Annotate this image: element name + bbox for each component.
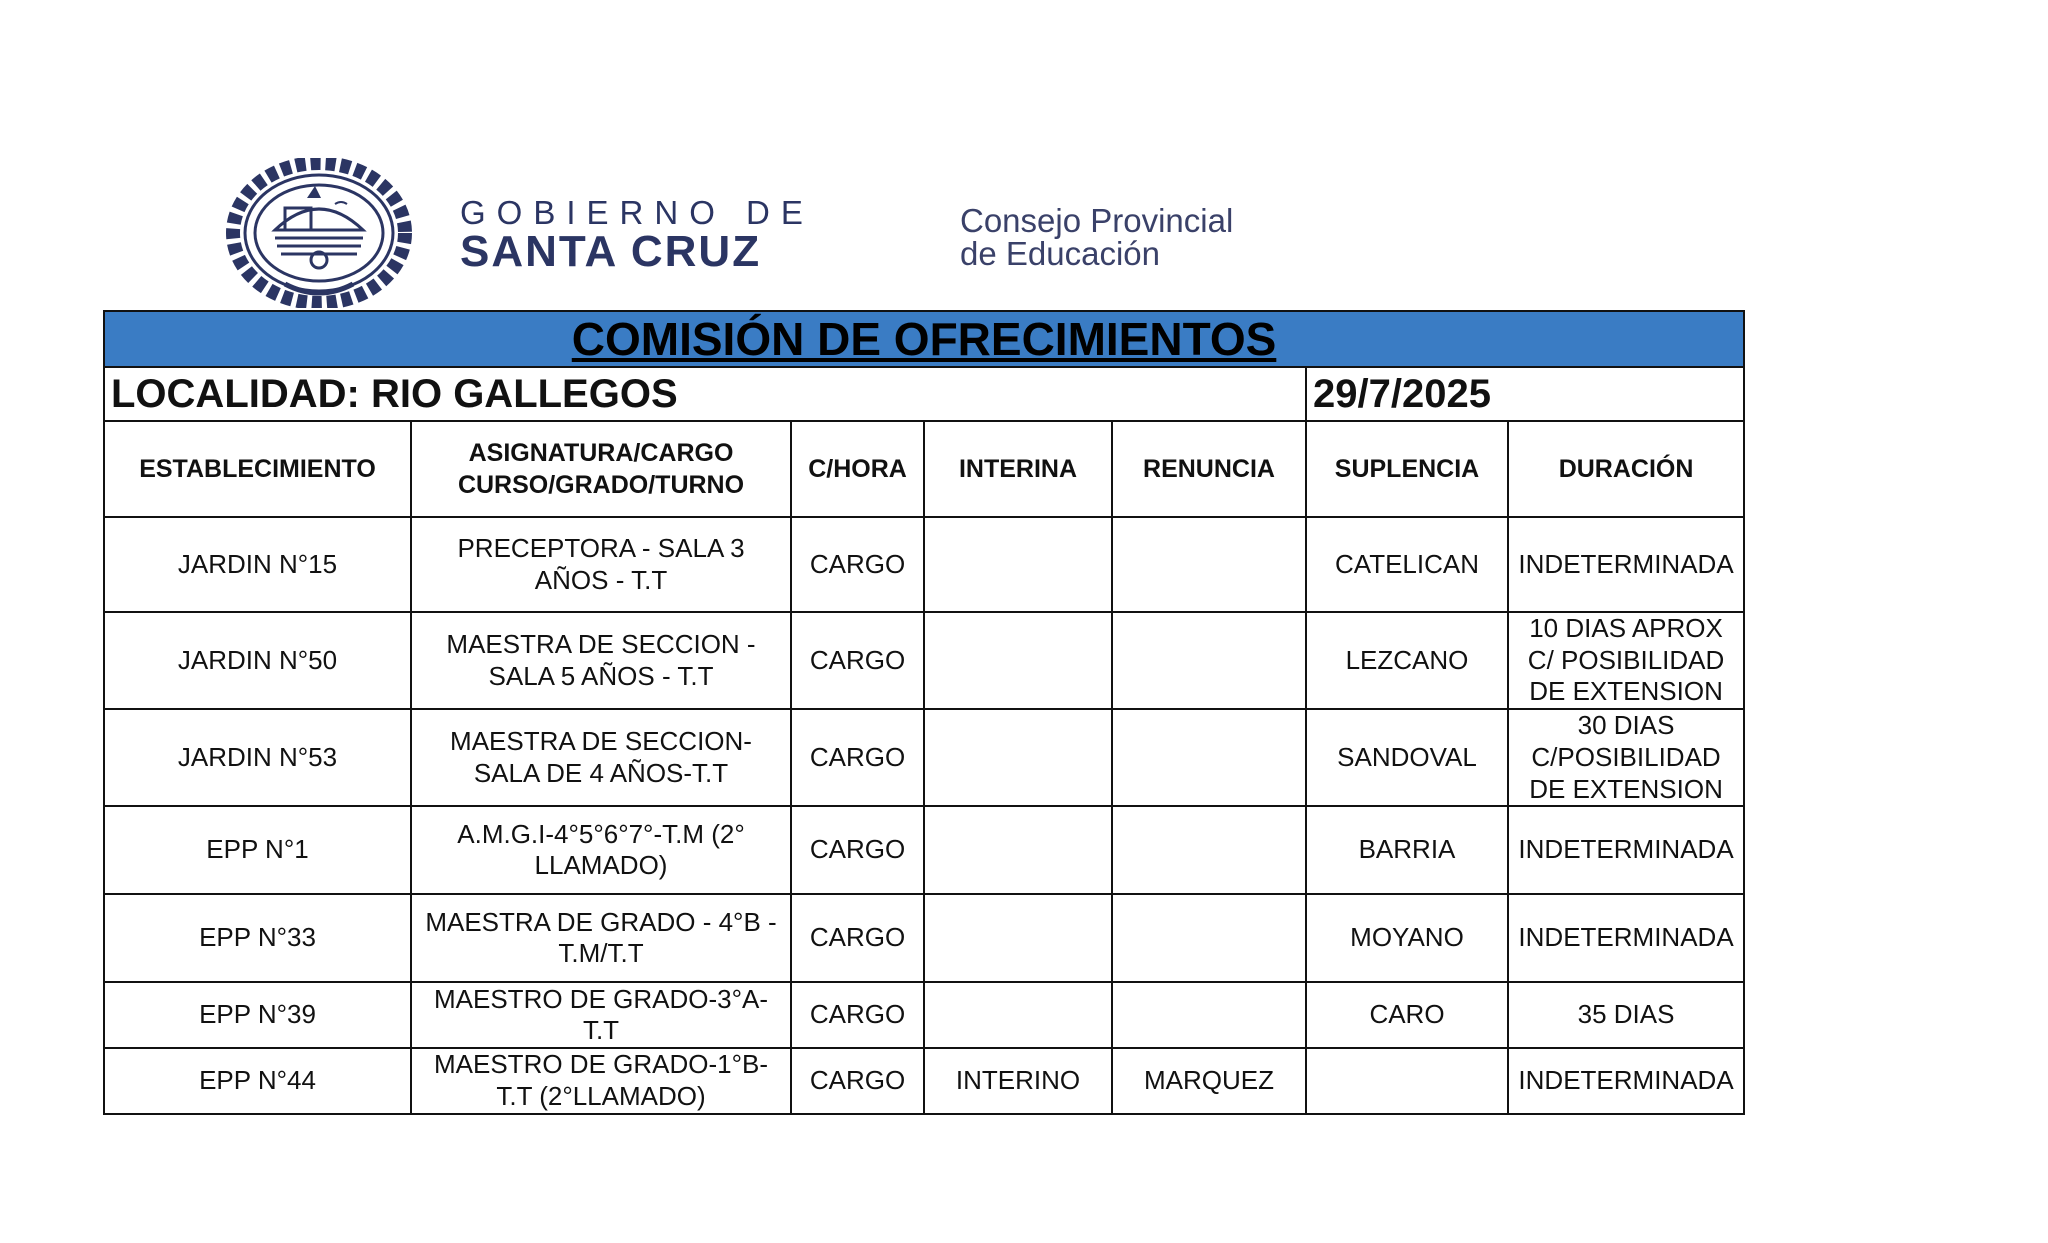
cell-chora: [791, 894, 924, 982]
cell-asignatura: [411, 709, 791, 806]
cell-renuncia-line-1: MARQUEZ: [1144, 1065, 1274, 1096]
cell-establecimiento: [104, 894, 411, 982]
cell-interina: [924, 709, 1112, 806]
cell-duracion: [1508, 982, 1744, 1048]
table-row: [104, 894, 1744, 982]
cell-establecimiento-line-1: JARDIN N°50: [177, 644, 338, 675]
cell-suplencia: [1306, 806, 1508, 894]
cell-chora: [791, 1048, 924, 1113]
cell-chora: [791, 612, 924, 709]
cell-duracion-line-3: DE EXTENSION: [1529, 676, 1723, 707]
cell-asignatura-line-2: AÑOS - T.T: [534, 564, 668, 595]
cell-establecimiento-line-1: EPP N°44: [199, 1065, 316, 1096]
localidad-label: LOCALIDAD: RIO GALLEGOS: [104, 367, 1306, 421]
cell-interina: [924, 894, 1112, 982]
table-row: [104, 612, 1744, 709]
cell-duracion-line-2: C/ POSIBILIDAD: [1527, 644, 1725, 675]
cell-duracion-line-2: C/POSIBILIDAD: [1531, 741, 1721, 772]
cell-asignatura: [411, 806, 791, 894]
cell-establecimiento-line-1: JARDIN N°15: [177, 548, 338, 579]
cell-asignatura-line-1: MAESTRA DE SECCION -: [446, 628, 756, 659]
cell-duracion: [1508, 894, 1744, 982]
gov-line-1: GOBIERNO DE: [460, 194, 814, 231]
document-header: [225, 158, 1425, 308]
cell-suplencia: [1306, 612, 1508, 709]
cell-renuncia: [1112, 894, 1306, 982]
cell-suplencia: [1306, 982, 1508, 1048]
cell-interina: [924, 1048, 1112, 1113]
cell-asignatura: [411, 894, 791, 982]
cell-asignatura-line-1: A.M.G.I-4°5°6°7°-T.M (2°: [457, 818, 745, 849]
council-name: [960, 204, 1233, 270]
government-logo-text: [460, 196, 814, 275]
cell-suplencia: [1306, 1048, 1508, 1113]
cell-interina-line-1: INTERINO: [955, 1065, 1081, 1096]
cell-interina: [924, 517, 1112, 612]
cell-renuncia: [1112, 1048, 1306, 1113]
cell-chora-line-1: CARGO: [809, 644, 906, 675]
col-duracion: DURACIÓN: [1508, 421, 1744, 517]
cell-establecimiento: [104, 517, 411, 612]
cell-chora: [791, 517, 924, 612]
cell-establecimiento: [104, 709, 411, 806]
cell-establecimiento: [104, 806, 411, 894]
cell-duracion: [1508, 709, 1744, 806]
cell-suplencia: [1306, 517, 1508, 612]
cell-asignatura-line-2: LLAMADO): [534, 850, 668, 881]
cell-suplencia-line-1: LEZCANO: [1345, 644, 1469, 675]
cell-renuncia: [1112, 517, 1306, 612]
col-renuncia: RENUNCIA: [1112, 421, 1306, 517]
cell-suplencia-line-1: BARRIA: [1358, 834, 1456, 865]
cell-asignatura-line-2: SALA 5 AÑOS - T.T: [488, 660, 714, 691]
cell-asignatura-line-2: T.T (2°LLAMADO): [496, 1081, 706, 1112]
offers-table: [103, 310, 1745, 1115]
cell-asignatura: [411, 982, 791, 1048]
cell-duracion-line-1: INDETERMINADA: [1518, 834, 1734, 865]
cell-chora-line-1: CARGO: [809, 741, 906, 772]
council-line-1: Consejo Provincial: [960, 202, 1234, 239]
table-body: [104, 517, 1744, 1114]
table-row: [104, 1048, 1744, 1113]
cell-asignatura-line-1: MAESTRA DE GRADO - 4°B -: [425, 906, 777, 937]
cell-renuncia: [1112, 709, 1306, 806]
cell-interina: [924, 982, 1112, 1048]
table-row: [104, 982, 1744, 1048]
cell-establecimiento-line-1: JARDIN N°53: [177, 741, 338, 772]
cell-duracion-line-1: 35 DIAS: [1577, 999, 1675, 1030]
cell-suplencia-line-1: CATELICAN: [1335, 548, 1479, 579]
cell-asignatura-line-2: T.M/T.T: [558, 938, 644, 969]
col-chora: C/HORA: [791, 421, 924, 517]
cell-asignatura-line-1: PRECEPTORA - SALA 3: [457, 532, 745, 563]
cell-renuncia: [1112, 806, 1306, 894]
cell-chora-line-1: CARGO: [809, 999, 906, 1030]
cell-asignatura-line-1: MAESTRO DE GRADO-1°B-: [434, 1049, 768, 1080]
date-label: 29/7/2025: [1306, 367, 1744, 421]
table-row: [104, 517, 1744, 612]
cell-duracion-line-3: DE EXTENSION: [1529, 773, 1723, 804]
cell-establecimiento: [104, 1048, 411, 1113]
council-line-2: de Educación: [960, 235, 1160, 272]
cell-asignatura-line-1: MAESTRO DE GRADO-3°A-: [434, 983, 768, 1014]
provincial-seal-icon: [225, 158, 413, 308]
cell-asignatura-line-2: T.T: [582, 1015, 620, 1046]
cell-renuncia: [1112, 612, 1306, 709]
cell-chora-line-1: CARGO: [809, 1065, 906, 1096]
cell-asignatura: [411, 1048, 791, 1113]
col-interina: INTERINA: [924, 421, 1112, 517]
cell-suplencia-line-1: CARO: [1369, 999, 1445, 1030]
cell-asignatura-line-2: SALA DE 4 AÑOS-T.T: [473, 757, 729, 788]
cell-duracion-line-1: 10 DIAS APROX: [1529, 613, 1723, 643]
col-establecimiento: ESTABLECIMIENTO: [104, 421, 411, 517]
cell-chora-line-1: CARGO: [809, 922, 906, 953]
cell-duracion-line-1: INDETERMINADA: [1518, 1065, 1734, 1096]
cell-establecimiento: [104, 982, 411, 1048]
col-asignatura: [411, 421, 791, 517]
cell-chora-line-1: CARGO: [809, 548, 906, 579]
cell-establecimiento: [104, 612, 411, 709]
cell-establecimiento-line-1: EPP N°39: [199, 999, 316, 1030]
cell-duracion-line-1: 30 DIAS: [1577, 710, 1675, 741]
col-asignatura-line-2: CURSO/GRADO/TURNO: [457, 471, 745, 499]
cell-chora: [791, 806, 924, 894]
cell-duracion-line-1: INDETERMINADA: [1518, 922, 1734, 953]
col-suplencia: SUPLENCIA: [1306, 421, 1508, 517]
cell-establecimiento-line-1: EPP N°1: [206, 834, 309, 865]
cell-duracion: [1508, 612, 1744, 709]
gov-line-2: SANTA CRUZ: [460, 227, 762, 276]
cell-suplencia: [1306, 709, 1508, 806]
table-row: [104, 709, 1744, 806]
cell-suplencia-line-1: SANDOVAL: [1337, 741, 1477, 772]
cell-asignatura: [411, 612, 791, 709]
cell-duracion: [1508, 1048, 1744, 1113]
cell-interina: [924, 612, 1112, 709]
col-asignatura-line-1: ASIGNATURA/CARGO: [468, 438, 734, 467]
cell-interina: [924, 806, 1112, 894]
cell-duracion: [1508, 517, 1744, 612]
table-row: [104, 806, 1744, 894]
cell-establecimiento-line-1: EPP N°33: [199, 922, 316, 953]
cell-chora: [791, 982, 924, 1048]
cell-duracion-line-1: INDETERMINADA: [1518, 548, 1734, 579]
cell-renuncia: [1112, 982, 1306, 1048]
cell-asignatura-line-1: MAESTRA DE SECCION-: [450, 726, 752, 757]
cell-chora-line-1: CARGO: [809, 834, 906, 865]
table-title: COMISIÓN DE OFRECIMIENTOS: [104, 311, 1744, 367]
cell-suplencia-line-1: MOYANO: [1350, 922, 1464, 953]
cell-duracion: [1508, 806, 1744, 894]
cell-suplencia: [1306, 894, 1508, 982]
cell-asignatura: [411, 517, 791, 612]
cell-chora: [791, 709, 924, 806]
